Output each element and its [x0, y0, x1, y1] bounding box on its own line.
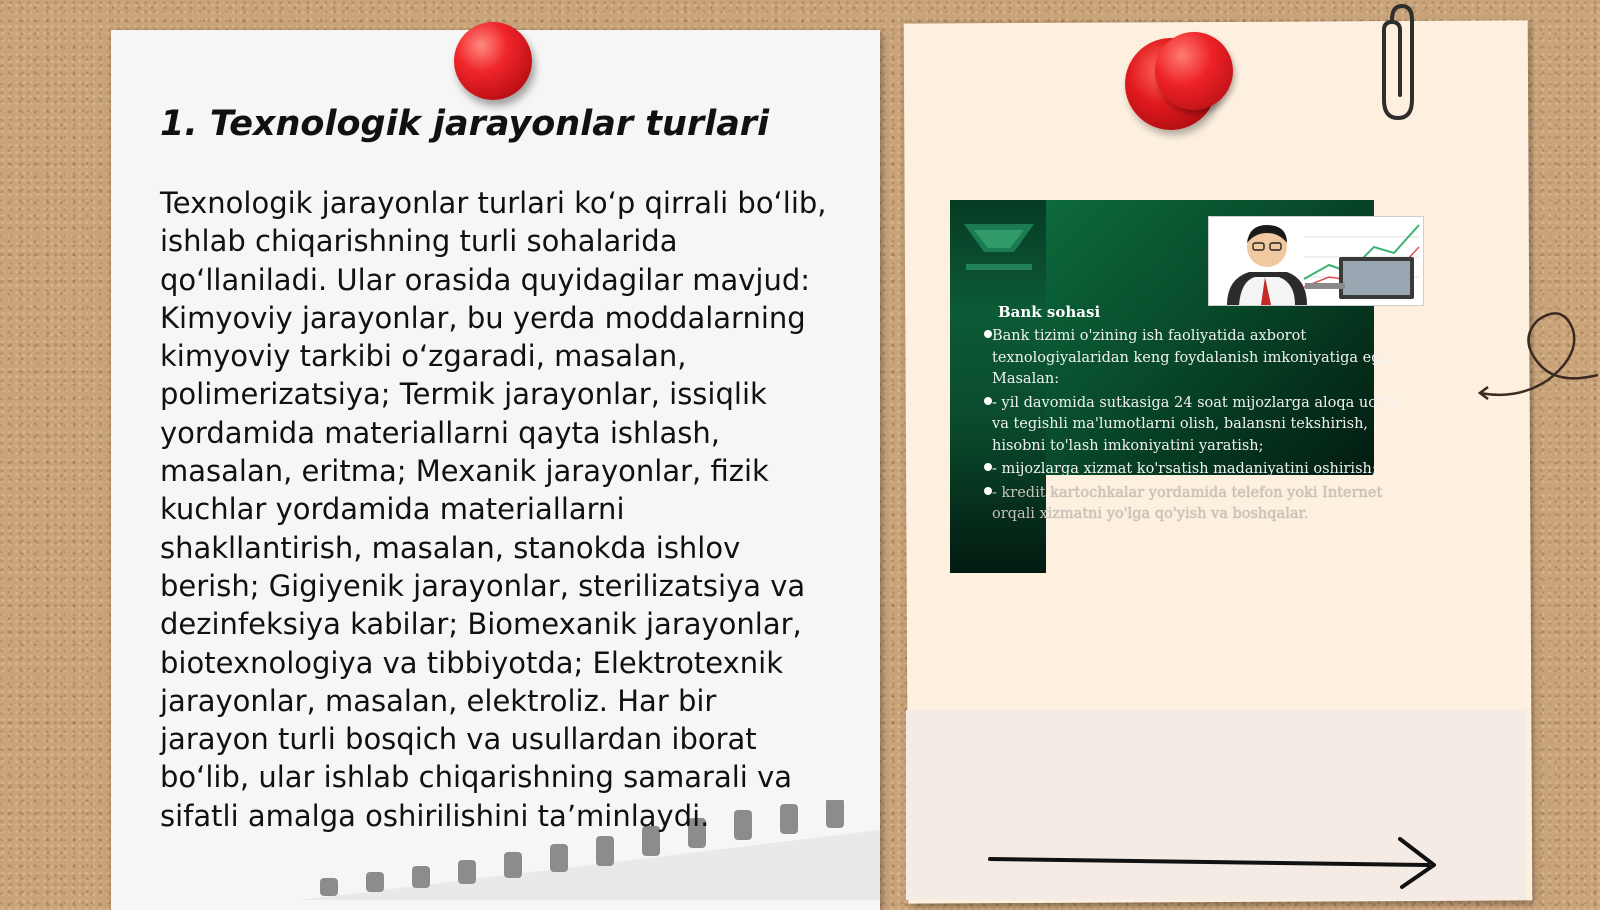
list-item [992, 483, 1422, 526]
document-body: Texnologik jarayonlar turlari ko‘p qirrali bo‘lib, ishlab chiqarishning turli sohalarida qo‘llaniladi. Ular orasida quyidagilar mavjud: Kimyoviy jarayonlar, bu yerda moddalarning kimyoviy tarkibi o‘zgaradi, masalan, polimerizatsiya; Termik jarayonlar, issiqlik yordamida materiallarni qayta ishlash, masalan, eritma; Mexanik jarayonlar, fizik kuchlar yordamida materiallarni shakllantirish, masalan, stanokda ishlov berish; Gigiyenik jarayonlar, sterilizatsiya va dezinfeksiya kabilar; Biomexanik jarayonlar, biotexnologiya va tibbiyotda; Elektrotexnik jarayonlar, masalan, elektroliz. Har bir jarayon turli bosqich va usullardan iborat bo‘lib, ular ishlab chiqarishning samarali va sifatli amalga oshirilishini ta’minlaydi. [160, 186, 827, 833]
bullet-icon [984, 487, 992, 495]
bullet-text: - kredit kartochkalar yordamida telefon yoki Internet orqali xizmatni yo'lga qo'yish va boshqalar. [992, 484, 1383, 522]
list-item [992, 326, 1422, 391]
bullet-icon [984, 397, 992, 405]
slide-heading: Bank sohasi [998, 303, 1101, 321]
bullet-icon [984, 463, 992, 471]
arrow-right-icon [988, 835, 1448, 890]
businessman-chart-image [1208, 216, 1424, 306]
push-pin-icon [454, 22, 532, 100]
embedded-slide [950, 200, 1430, 575]
slide-bullet-list [992, 326, 1422, 528]
list-item [992, 459, 1422, 481]
bullet-text: - mijozlarga xizmat ko'rsatish madaniyatini oshirish; [992, 461, 1377, 477]
bank-emblem-icon [962, 218, 1036, 278]
bullet-text: Bank tizimi o'zining ish faoliyatida axborot texnologiyalaridan keng foydalanish imkoniyatiga ega. Masalan: [992, 328, 1394, 387]
string-swirl-icon [1478, 305, 1600, 415]
document-title: 1. Texnologik jarayonlar turlari [160, 104, 770, 144]
push-pin-icon [1155, 32, 1233, 110]
list-item [992, 393, 1422, 458]
bullet-icon [984, 330, 992, 338]
paperclip-icon [1370, 0, 1430, 125]
bullet-text: - yil davomida sutkasiga 24 soat mijozlarga aloqa uchun va tegishli ma'lumotlarni olish, balansni tekshirish, hisobni to'lash imkoniyatini yaratish; [992, 394, 1405, 454]
